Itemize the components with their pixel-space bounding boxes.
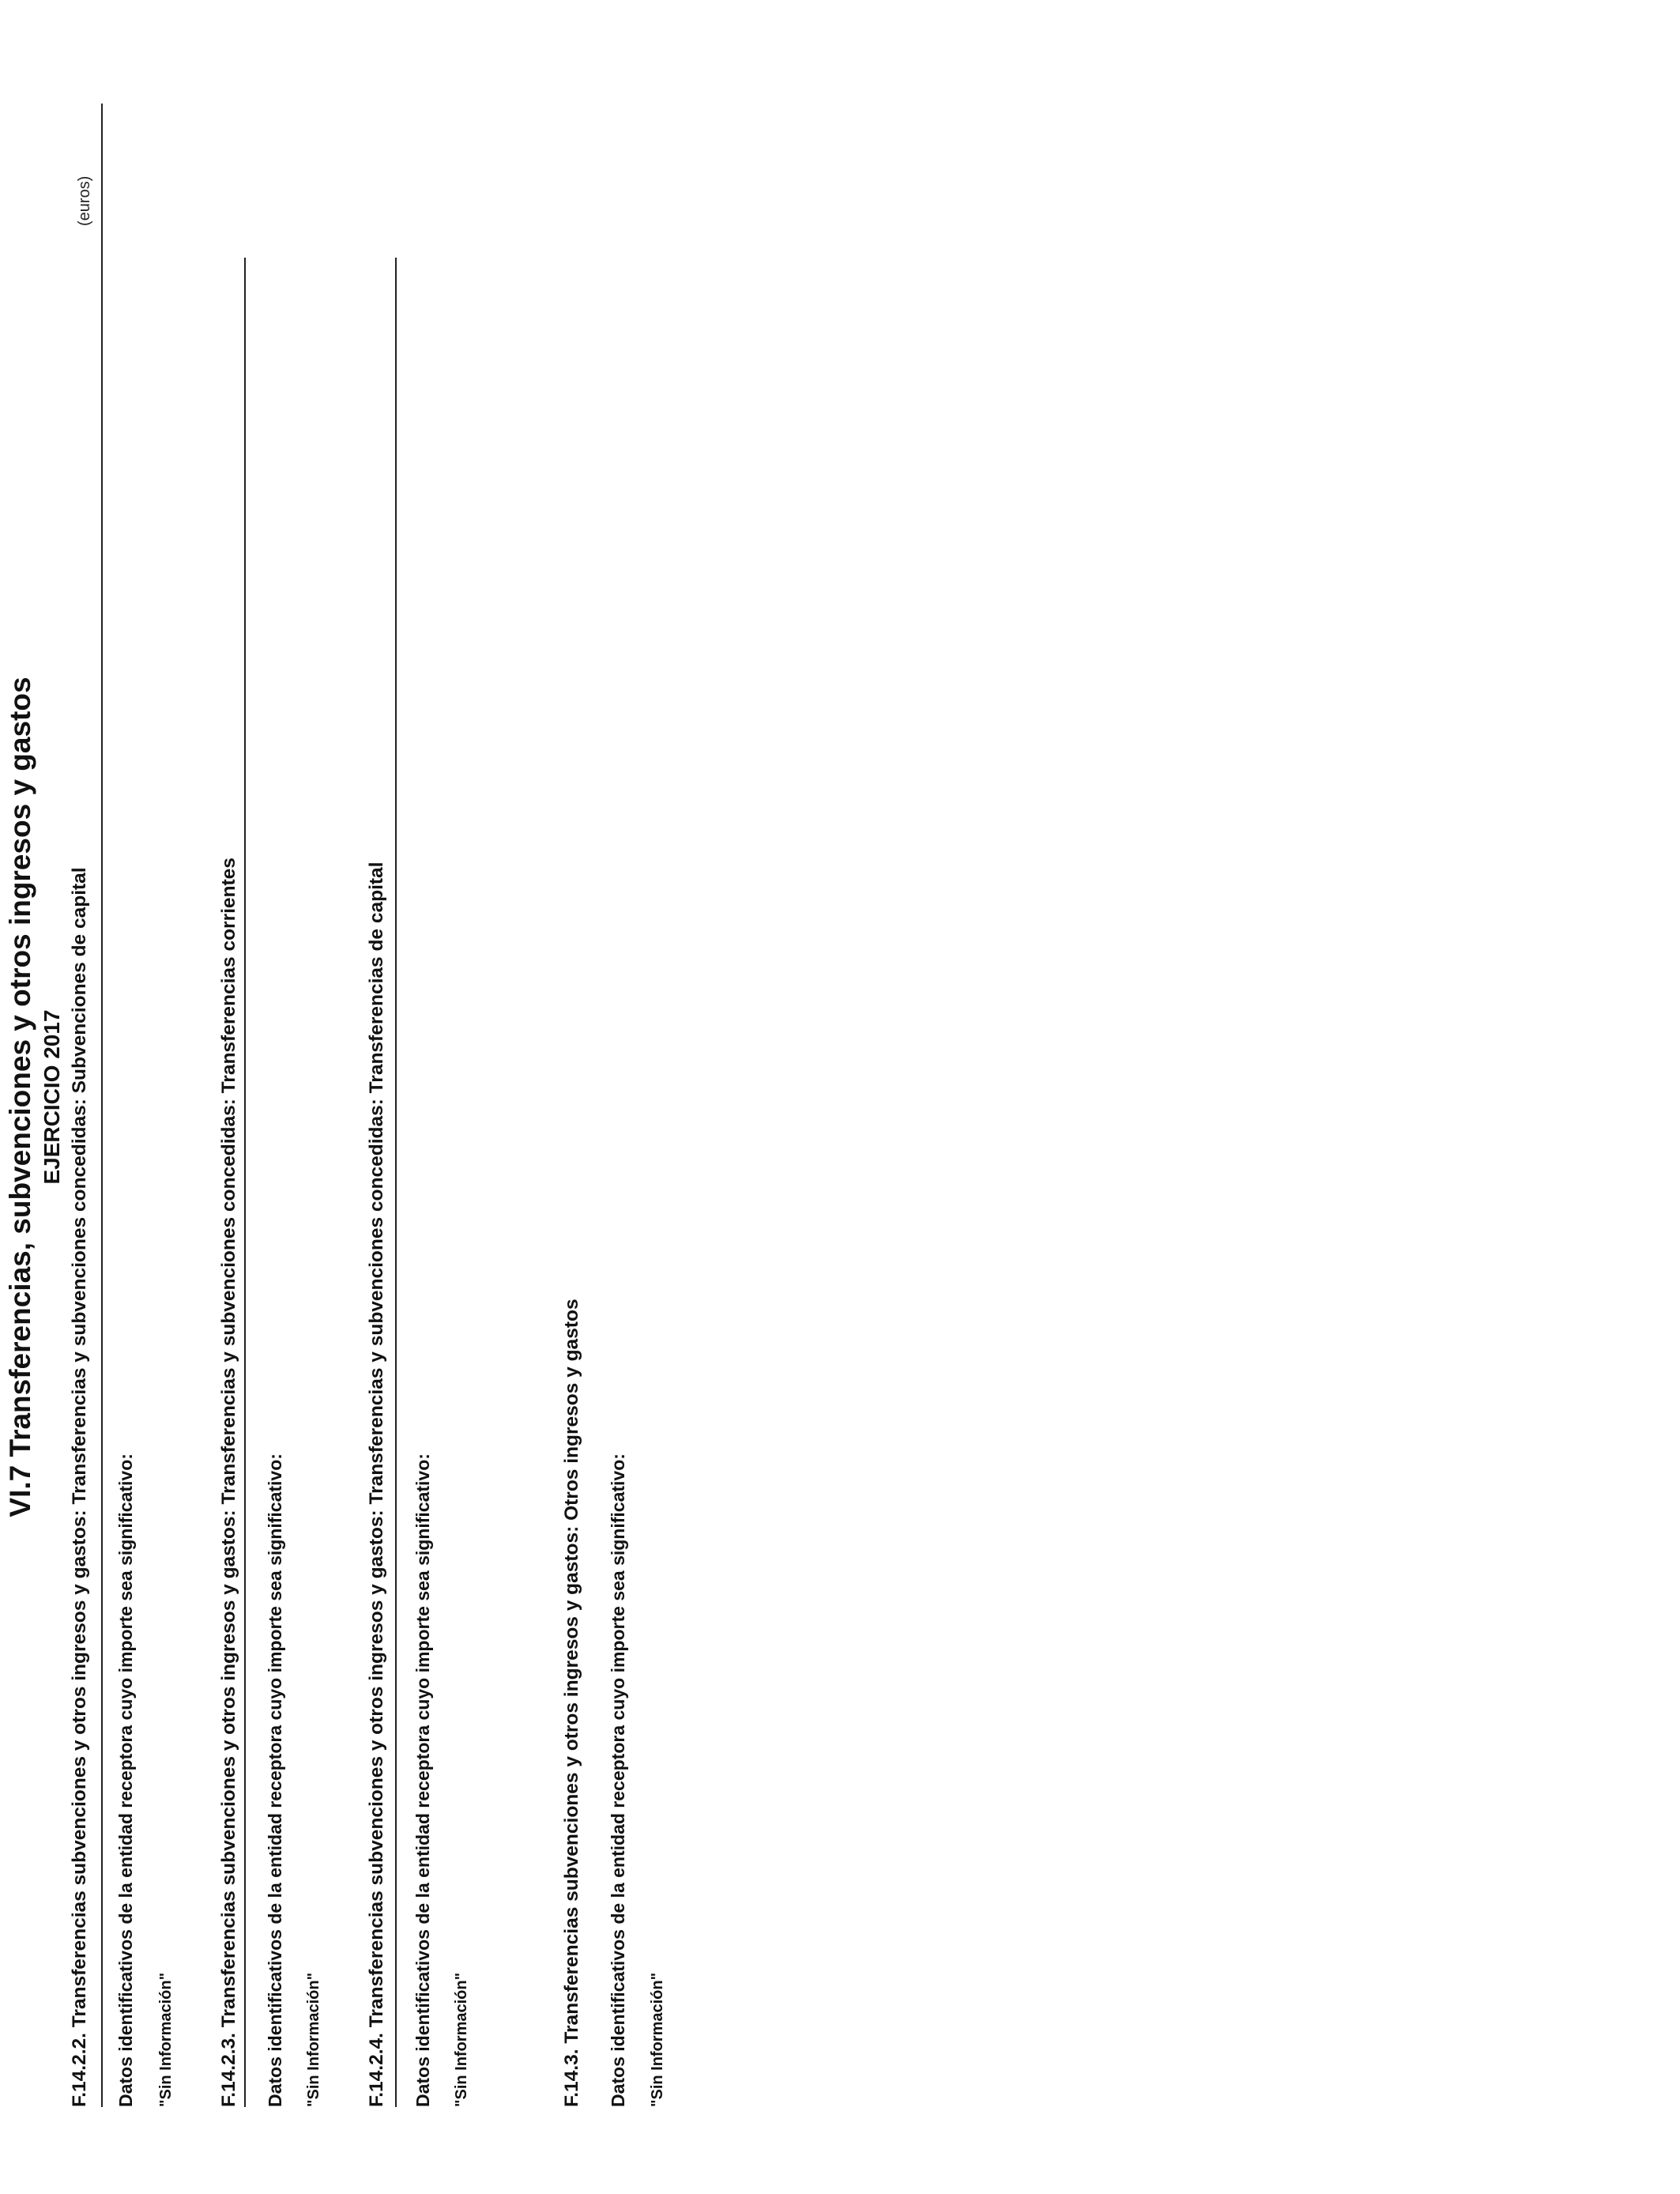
exercise-year: EJERCICIO 2017 [40, 1009, 64, 1185]
section-rule-f14-2-4 [395, 258, 397, 2107]
receptor-label-f14-3: Datos identificativos de la entidad receptora cuyo importe sea significativo: [608, 1453, 628, 2107]
receptor-label-f14-2-4: Datos identificativos de la entidad receptora cuyo importe sea significativo: [412, 1453, 433, 2107]
units-label: (euros) [76, 175, 93, 226]
receptor-label-f14-2-3: Datos identificativos de la entidad receptora cuyo importe sea significativo: [265, 1453, 285, 2107]
section-heading-f14-2-2: F.14.2.2. Transferencias subvenciones y otros ingresos y gastos: Transferencias y subvenciones concedidas: Subvenciones de capital [69, 867, 90, 2107]
receptor-label-f14-2-2: Datos identificativos de la entidad receptora cuyo importe sea significativo: [115, 1453, 136, 2107]
page-title: VI.7 Transferencias, subvenciones y otros ingresos y gastos [4, 677, 36, 1517]
section-heading-f14-2-3: F.14.2.3. Transferencias subvenciones y otros ingresos y gastos: Transferencias y subvenciones concedidas: Transferencias corrientes [218, 858, 239, 2107]
no-info-value-f14-2-2: "Sin Información" [157, 1972, 175, 2107]
section-heading-f14-3: F.14.3. Transferencias subvenciones y otros ingresos y gastos: Otros ingresos y gastos [561, 1299, 582, 2107]
no-info-value-f14-3: "Sin Información" [649, 1972, 666, 2107]
no-info-value-f14-2-4: "Sin Información" [453, 1972, 470, 2107]
section-rule-f14-2-2 [101, 104, 103, 2107]
no-info-value-f14-2-3: "Sin Información" [305, 1972, 322, 2107]
section-heading-f14-2-4: F.14.2.4. Transferencias subvenciones y otros ingresos y gastos: Transferencias y subvenciones concedidas: Transferencias de capital [366, 861, 387, 2107]
section-rule-f14-2-3 [244, 258, 246, 2107]
